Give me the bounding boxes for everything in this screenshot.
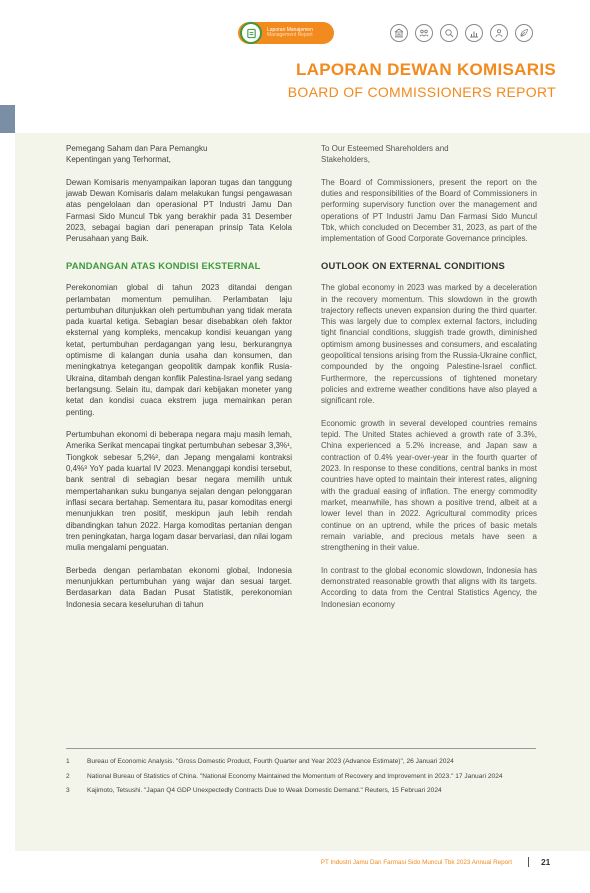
building-icon[interactable] (390, 24, 408, 42)
footnote-number: 2 (66, 772, 70, 780)
salutation-line-2: Stakeholders, (321, 155, 370, 165)
section-heading: OUTLOOK ON EXTERNAL CONDITIONS (321, 259, 505, 271)
chart-search-icon[interactable] (440, 24, 458, 42)
page-subtitle: BOARD OF COMMISSIONERS REPORT (287, 84, 556, 100)
nav-icon-group (390, 24, 533, 42)
top-navigation (0, 0, 590, 52)
nav-pill-sublabel: Management Report (267, 32, 313, 38)
footnote-text: Bureau of Economic Analysis. "Gross Domestic Product, Fourth Quarter and Year 2023 (Advance Estimate)", 26 Januari 2024 (87, 758, 454, 765)
section-heading: PANDANGAN ATAS KONDISI EKSTERNAL (66, 259, 261, 271)
salutation-line-1: To Our Esteemed Shareholders and (321, 144, 449, 153)
paragraph-global-economy: Perekonomian global di tahun 2023 ditandai dengan perlambatan momentum pemulihan. Perlambatan laju pertumbuhan ditunjukkan oleh pertumbuhan yang tidak merata pada kuartal ketiga. Sebagian besar disebabkan oleh faktor eksternal yang kompleks, mencakup kondisi keuangan yang ketat, pertumbuhan perdagangan yang lesu, berkurangnya optimisme di kalangan dunia usaha dan konsumen, dan meningkatnya ketegangan geopolitik dampak konflik Rusia-Ukraina, ditambah dengan konflik Palestina-Israel yang sedang berlangsung. Selain itu, dampak dari kebijakan moneter yang ketat dan kondisi cuaca ekstrem juga memainkan peran penting. (66, 283, 292, 417)
footnote-number: 3 (66, 787, 70, 794)
chart-bar-icon[interactable] (465, 24, 483, 42)
intro-paragraph: The Board of Commissioners, present the report on the duties and responsibilities of the Board of Commissioners in performing supervisory function over the management and operations of PT Industri Jamu Dan Farmasi Sido Muncul Tbk, which concluded on December 31, 2023, as part of the implementation of Good Corporate Governance principles. (321, 177, 537, 244)
footer-divider (528, 857, 529, 867)
paragraph-global-economy: The global economy in 2023 was marked by a deceleration in the recovery momentum. This slowdown in the growth trajectory reflects uneven expansion during the third quarter. This was largely due to complex external factors, including tight financial conditions, sluggish trade growth, diminished optimism among businesses and consumers, and escalating geopolitical tensions arising from the Russia-Ukraine conflict, compounded by the ongoing Palestine-Israel conflict. Furthermore, the repercussions of tightened monetary policies and extreme weather conditions have also played a significant role. (321, 283, 537, 406)
salutation-line-2: Kepentingan yang Terhormat, (66, 155, 171, 165)
page-number: 21 (541, 857, 551, 867)
nav-pill-management-report[interactable] (238, 22, 334, 44)
english-column (321, 143, 537, 610)
footer-report-title: PT Industri Jamu Dan Farmasi Sido Muncul Tbk 2023 Annual Report (320, 859, 512, 866)
leaf-icon[interactable] (515, 24, 533, 42)
side-tab-marker (0, 105, 15, 133)
salutation-line-1: Pemegang Saham dan Para Pemangku (66, 144, 208, 153)
page-title: LAPORAN DEWAN KOMISARIS (295, 60, 556, 79)
users-icon[interactable] (490, 24, 508, 42)
footnote-text: Kajimoto, Tetsushi. "Japan Q4 GDP Unexpectedly Contracts Due to Weak Domestic Demand." Reuters, 15 Februari 2024 (87, 787, 442, 794)
footnotes (66, 748, 536, 801)
people-icon[interactable] (415, 24, 433, 42)
intro-paragraph: Dewan Komisaris menyampaikan laporan tugas dan tanggung jawab Dewan Komisaris dalam melakukan fungsi pengawasan atas pengelolaan dan operasional PT Industri Jamu Dan Farmasi Sido Muncul Tbk yang berakhir pada 31 Desember 2023, sebagai bagian dari penerapan prinsip Tata Kelola Perusahaan yang Baik. (66, 177, 292, 244)
page-footer (0, 857, 590, 869)
footnote (66, 786, 536, 796)
paragraph-developed-countries: Economic growth in several developed countries remains tepid. The United States achieved a growth rate of 3.3%, China experienced a 5.2% increase, and Japan saw a contraction of 0.4% year-over-year in the fourth quarter of 2023. In response to these conditions, central banks in most countries have opted to maintain their interest rates, aligning with the gradual easing of inflation. The energy commodity market, meanwhile, has shown a positive trend, albeit at a lower level than in 2022. Agricultural commodity prices continue on an uptrend, while the prices of basic metals remain variable, and precious metals have seen a strengthening in their value. (321, 418, 537, 553)
footnote-number: 1 (66, 758, 70, 765)
paragraph-indonesia: In contrast to the global economic slowdown, Indonesia has demonstrated reasonable growth that aligns with its targets. According to data from the Central Statistics Agency, the Indonesian economy (321, 565, 537, 609)
paragraph-indonesia: Berbeda dengan perlambatan ekonomi global, Indonesia menunjukkan pertumbuhan yang wajar dan sesuai target. Berdasarkan data Badan Pusat Statistik, perekonomian Indonesia secara keseluruhan di tahun (66, 565, 292, 609)
nav-pill-label: Laporan Manajemen (267, 27, 313, 33)
footnote-text: National Bureau of Statistics of China. "National Economy Maintained the Momentum of Recovery and Improvement in 2023." 17 Januari 2024 (87, 772, 503, 780)
footnote (66, 757, 536, 767)
report-icon (240, 22, 262, 44)
footnote (66, 772, 536, 782)
indonesian-column (66, 143, 292, 610)
paragraph-developed-countries: Pertumbuhan ekonomi di beberapa negara maju masih lemah, Amerika Serikat mencapai tingkat pertumbuhan sebesar 3,3%¹, Tiongkok sebesar 5,2%², dan Jepang mengalami kontraksi 0,4%³ YoY pada kuartal IV 2023. Menanggapi kondisi tersebut, bank sentral di sebagian besar negara memilih untuk mempertahankan suku bunganya sejalan dengan pelonggaran inflasi secara bertahap. Sementara itu, pasar komoditas energi menunjukkan tren positif, meskipun jauh lebih rendah dibandingkan tahun 2022. Harga komoditas pertanian dengan tren peningkatan, harga logam dasar bervariasi, dan nilai logam mulia mengalami penguatan. (66, 430, 292, 553)
